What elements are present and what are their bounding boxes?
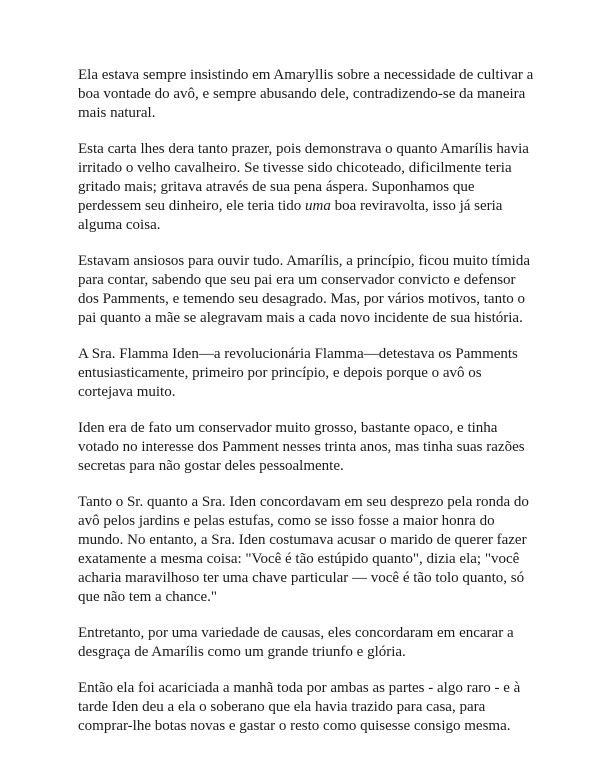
paragraph-1: Ela estava sempre insistindo em Amaryllis sobre a necessidade de cultivar a boa vontade do avô, e sempre abusando dele, contradizendo-se da maneira mais natural. — [78, 67, 534, 121]
paragraph-3: Estavam ansiosos para ouvir tudo. Amarílis, a princípio, ficou muito tímida para contar, sabendo que seu pai era um conservador convicto e defensor dos Pamments, e temendo seu desagrado. Mas, por vários motivos, tanto o pai quanto a mãe se alegravam mais a cada novo incidente de sua história. — [78, 253, 531, 326]
paragraph-2-text-a: Esta carta lhes dera tanto prazer, pois demonstrava o quanto Amarílis havia irritado o velho cavalheiro. Se tivesse sido chicoteado, dificilmente teria gritado mais; gritava através de sua pena áspera. Suponhamos que perdessem seu dinheiro, ele teria tido — [78, 141, 529, 214]
paragraph-2 — [78, 140, 540, 235]
paragraph-7: Entretanto, por uma variedade de causas, eles concordaram em encarar a desgraça de Amarílis como um grande triunfo e glória. — [78, 625, 514, 660]
paragraph-6: Tanto o Sr. quanto a Sra. Iden concordavam em seu desprezo pela ronda do avô pelos jardins e pelas estufas, como se isso fosse a maior honra do mundo. No entanto, a Sra. Iden costumava acusar o marido de querer fazer exatamente a mesma coisa: "Você é tão estúpido quanto", dizia ela; "você acharia maravilhoso ter uma chave particular — você é tão tolo quanto, só que não tem a chance." — [78, 494, 529, 605]
paragraph-4: A Sra. Flamma Iden—a revolucionária Flamma—detestava os Pamments entusiasticamente, primeiro por princípio, e depois porque o avô os cortejava muito. — [78, 346, 518, 400]
paragraph-5: Iden era de fato um conservador muito grosso, bastante opaco, e tinha votado no interesse dos Pamment nesses trinta anos, mas tinha suas razões secretas para não gostar deles pessoalmente. — [78, 420, 525, 474]
paragraph-2-emphasis: uma — [305, 198, 331, 214]
paragraph-2-text-b: boa reviravolta, isso já seria alguma coisa. — [78, 198, 503, 233]
document-page — [78, 66, 540, 753]
paragraph-8: Então ela foi acariciada a manhã toda por ambas as partes - algo raro - e à tarde Iden deu a ela o soberano que ela havia trazido para casa, para comprar-lhe botas novas e gastar o resto como quisesse consigo mesma. — [78, 680, 521, 734]
